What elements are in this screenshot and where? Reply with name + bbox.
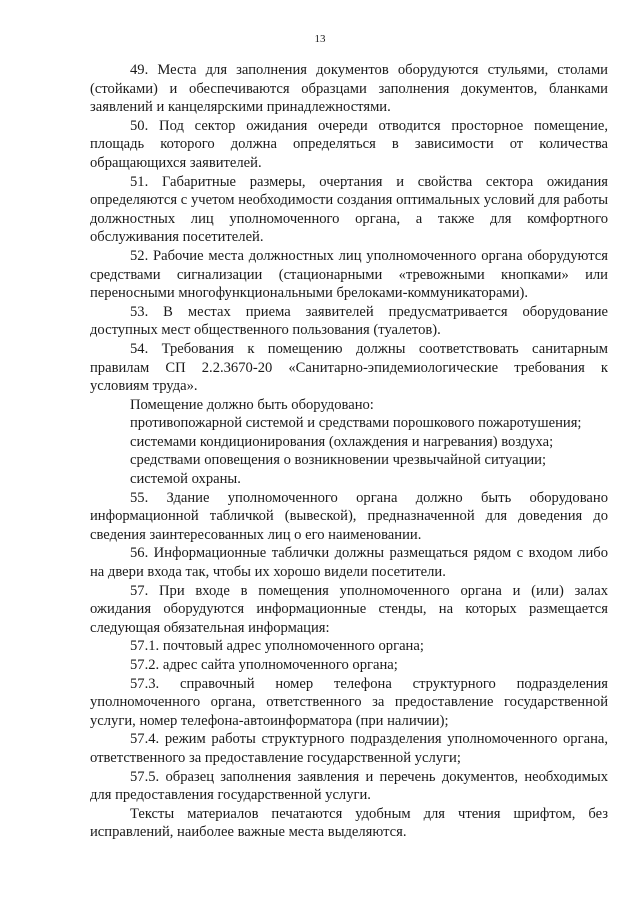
paragraph-56: 56. Информационные таблички должны размещаться рядом с входом либо на двери входа так, чтобы их хорошо видели посетители. xyxy=(90,545,608,581)
paragraph-57: 57. При входе в помещения уполномоченного органа и (или) залах ожидания оборудуются информационные стенды, на которых размещается следующая обязательная информация: xyxy=(90,582,608,636)
paragraph-53: 53. В местах приема заявителей предусматривается оборудование доступных мест общественного пользования (туалетов). xyxy=(90,303,608,339)
paragraph-57-3: 57.3. справочный номер телефона структурного подразделения уполномоченного органа, ответственного за предоставление государственной услуги, номер телефона-автоинформатора (при наличии); xyxy=(90,675,608,729)
equipment-item-alert: средствами оповещения о возникновении чрезвычайной ситуации; xyxy=(130,452,547,469)
paragraph-57-4: 57.4. режим работы структурного подразделения уполномоченного органа, ответственного за предоставление государственной услуги; xyxy=(90,731,608,766)
paragraph-50: 50. Под сектор ожидания очереди отводится просторное помещение, площадь которого должна определяться в зависимости от количества обращающихся заявителей. xyxy=(90,117,608,171)
equipment-intro: Помещение должно быть оборудовано: xyxy=(130,396,374,413)
page-number: 13 xyxy=(314,33,326,45)
equipment-item-security: системой охраны. xyxy=(130,471,241,488)
paragraph-52: 52. Рабочие места должностных лиц уполномоченного органа оборудуются средствами сигнализации (стационарными «тревожными кнопками» или переносными многофункциональными брелоками-коммуникаторами). xyxy=(90,247,608,302)
equipment-item-hvac: системами кондиционирования (охлаждения и нагревания) воздуха; xyxy=(130,433,554,450)
document-body xyxy=(90,61,608,842)
paragraph-55: 55. Здание уполномоченного органа должно быть оборудовано информационной табличкой (вывеской), предназначенной для доведения до сведения заинтересованных лиц о его наименовании. xyxy=(90,489,608,543)
paragraph-57-2: 57.2. адрес сайта уполномоченного органа; xyxy=(130,657,398,673)
paragraph-54: 54. Требования к помещению должны соответствовать санитарным правилам СП 2.2.3670-20 «Санитарно-эпидемиологические требования к условиям труда». xyxy=(90,340,608,395)
paragraph-57-1: 57.1. почтовый адрес уполномоченного органа; xyxy=(130,638,424,655)
paragraph-51: 51. Габаритные размеры, очертания и свойства сектора ожидания определяются с учетом необходимости создания оптимальных условий для работы должностных лиц уполномоченного органа, а также для комфортного обслуживания посетителей. xyxy=(90,173,608,246)
paragraph-57-5: 57.5. образец заполнения заявления и перечень документов, необходимых для предоставления государственной услуги. xyxy=(90,768,608,804)
paragraph-materials: Тексты материалов печатаются удобным для чтения шрифтом, без исправлений, наиболее важные места выделяются. xyxy=(90,805,608,841)
paragraph-49: 49. Места для заполнения документов оборудуются стульями, столами (стойками) и обеспечиваются образцами заполнения документов, бланками заявлений и канцелярскими принадлежностями. xyxy=(90,62,608,116)
equipment-item-fire: противопожарной системой и средствами порошкового пожаротушения; xyxy=(130,415,582,432)
